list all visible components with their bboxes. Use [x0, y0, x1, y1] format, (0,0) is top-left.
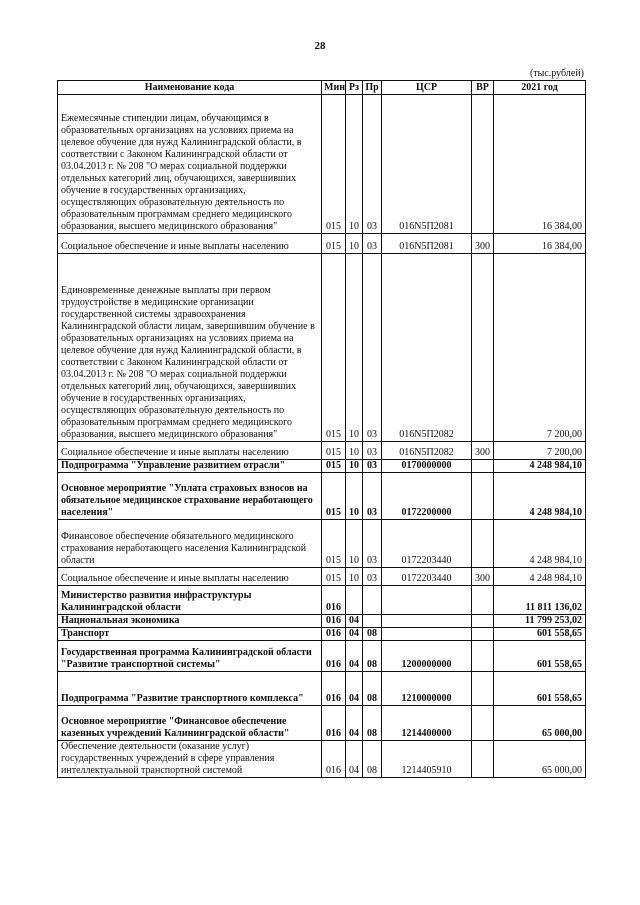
row-amount: 11 799 253,02 [494, 615, 586, 628]
row-rz: 04 [346, 628, 363, 641]
row-name: Основное мероприятие "Уплата страховых взносов на обязательное медицинское страхование неработающего населения" [58, 473, 322, 520]
row-pr: 08 [363, 706, 382, 741]
row-min: 016 [322, 641, 346, 672]
table-row [58, 628, 586, 641]
row-amount: 16 384,00 [494, 234, 586, 254]
row-vr [472, 615, 494, 628]
column-header: Наименование кода [58, 81, 322, 95]
row-rz: 10 [346, 95, 363, 234]
column-header: Пр [363, 81, 382, 95]
row-min: 016 [322, 628, 346, 641]
table-row [58, 442, 586, 460]
row-pr: 08 [363, 641, 382, 672]
row-amount: 4 248 984,10 [494, 473, 586, 520]
row-name: Социальное обеспечение и иные выплаты населению [58, 234, 322, 254]
row-pr: 08 [363, 741, 382, 778]
row-vr: 300 [472, 234, 494, 254]
row-rz: 10 [346, 520, 363, 568]
row-rz: 04 [346, 706, 363, 741]
row-min: 015 [322, 254, 346, 442]
row-csr: 0170000000 [382, 460, 472, 473]
row-vr [472, 586, 494, 615]
row-vr [472, 706, 494, 741]
row-amount: 601 558,65 [494, 641, 586, 672]
row-rz: 10 [346, 460, 363, 473]
row-pr: 03 [363, 460, 382, 473]
row-csr: 016N5П2082 [382, 442, 472, 460]
row-rz: 04 [346, 741, 363, 778]
row-pr: 03 [363, 442, 382, 460]
row-name: Социальное обеспечение и иные выплаты населению [58, 568, 322, 586]
column-header: Мин [322, 81, 346, 95]
column-header: Рз [346, 81, 363, 95]
table-row [58, 641, 586, 672]
row-vr [472, 254, 494, 442]
table-row [58, 460, 586, 473]
row-vr [472, 641, 494, 672]
row-vr [472, 628, 494, 641]
row-min: 015 [322, 95, 346, 234]
row-amount: 16 384,00 [494, 95, 586, 234]
row-amount: 11 811 136,02 [494, 586, 586, 615]
row-csr: 016N5П2082 [382, 254, 472, 442]
table-row [58, 95, 586, 234]
row-csr: 1214405910 [382, 741, 472, 778]
budget-table [57, 80, 586, 778]
row-min: 015 [322, 234, 346, 254]
row-csr [382, 615, 472, 628]
row-min: 015 [322, 473, 346, 520]
row-amount: 4 248 984,10 [494, 520, 586, 568]
row-min: 016 [322, 741, 346, 778]
row-min: 016 [322, 615, 346, 628]
row-min: 015 [322, 460, 346, 473]
row-amount: 65 000,00 [494, 706, 586, 741]
row-name: Единовременные денежные выплаты при первом трудоустройстве в медицинские организации государственной системы здравоохранения Калининградской области лицам, завершившим обучение в образовательных организациях на условиях приема на целевое обучение для нужд Калининградской области, в соответствии с Законом Калининградской области от 03.04.2013 г. № 208 "О мерах социальной поддержки отдельных категорий лиц, обучающихся, завершивших обучение в государственных организациях, осуществляющих образовательную деятельность по образовательным программам среднего медицинского образования, высшего медицинского образования" [58, 254, 322, 442]
row-min: 015 [322, 442, 346, 460]
row-name: Подпрограмма "Развитие транспортного комплекса" [58, 672, 322, 706]
table-row [58, 706, 586, 741]
column-header: 2021 год [494, 81, 586, 95]
row-csr: 1210000000 [382, 672, 472, 706]
row-rz: 10 [346, 442, 363, 460]
row-min: 016 [322, 672, 346, 706]
row-pr: 03 [363, 95, 382, 234]
row-pr: 08 [363, 672, 382, 706]
row-csr: 0172203440 [382, 520, 472, 568]
row-csr: 0172203440 [382, 568, 472, 586]
row-name: Обеспечение деятельности (оказание услуг) государственных учреждений в сфере управления интеллектуальной транспортной системой [58, 741, 322, 778]
row-csr: 1214400000 [382, 706, 472, 741]
row-csr [382, 628, 472, 641]
row-csr: 0172200000 [382, 473, 472, 520]
row-pr [363, 586, 382, 615]
table-row [58, 672, 586, 706]
row-name: Основное мероприятие "Финансовое обеспечение казенных учреждений Калининградской области" [58, 706, 322, 741]
row-pr: 03 [363, 234, 382, 254]
row-name: Национальная экономика [58, 615, 322, 628]
table-row [58, 615, 586, 628]
row-amount: 7 200,00 [494, 254, 586, 442]
row-amount: 4 248 984,10 [494, 460, 586, 473]
units-label: (тыс.рублей) [529, 68, 584, 79]
row-csr: 016N5П2081 [382, 234, 472, 254]
table-row [58, 741, 586, 778]
row-pr: 03 [363, 473, 382, 520]
row-vr [472, 520, 494, 568]
row-rz [346, 586, 363, 615]
row-min: 015 [322, 568, 346, 586]
page-number: 28 [314, 40, 326, 52]
row-vr [472, 95, 494, 234]
table-row [58, 586, 586, 615]
row-rz: 10 [346, 473, 363, 520]
row-amount: 65 000,00 [494, 741, 586, 778]
column-header: ВР [472, 81, 494, 95]
row-name: Транспорт [58, 628, 322, 641]
row-pr [363, 615, 382, 628]
row-name: Министерство развития инфраструктуры Калининградской области [58, 586, 322, 615]
column-header: ЦСР [382, 81, 472, 95]
row-name: Социальное обеспечение и иные выплаты населению [58, 442, 322, 460]
row-vr: 300 [472, 568, 494, 586]
row-vr: 300 [472, 442, 494, 460]
row-rz: 04 [346, 641, 363, 672]
row-vr [472, 460, 494, 473]
row-csr: 1200000000 [382, 641, 472, 672]
row-csr [382, 586, 472, 615]
table-row [58, 520, 586, 568]
row-pr: 03 [363, 254, 382, 442]
row-name: Государственная программа Калининградской области "Развитие транспортной системы" [58, 641, 322, 672]
table-row [58, 473, 586, 520]
row-vr [472, 741, 494, 778]
row-min: 015 [322, 520, 346, 568]
row-amount: 7 200,00 [494, 442, 586, 460]
row-rz: 10 [346, 234, 363, 254]
row-amount: 4 248 984,10 [494, 568, 586, 586]
table-header-row [58, 81, 586, 95]
row-amount: 601 558,65 [494, 628, 586, 641]
row-min: 016 [322, 586, 346, 615]
row-min: 016 [322, 706, 346, 741]
row-csr: 016N5П2081 [382, 95, 472, 234]
table-body [58, 95, 586, 778]
row-name: Финансовое обеспечение обязательного медицинского страхования неработающего населения Калининградской области [58, 520, 322, 568]
row-amount: 601 558,65 [494, 672, 586, 706]
table-row [58, 234, 586, 254]
row-rz: 04 [346, 672, 363, 706]
row-pr: 03 [363, 520, 382, 568]
row-pr: 08 [363, 628, 382, 641]
table-row [58, 568, 586, 586]
row-vr [472, 473, 494, 520]
row-pr: 03 [363, 568, 382, 586]
table-row [58, 254, 586, 442]
row-name: Подпрограмма "Управление развитием отрасли" [58, 460, 322, 473]
row-rz: 10 [346, 568, 363, 586]
row-vr [472, 672, 494, 706]
row-name: Ежемесячные стипендии лицам, обучающимся в образовательных организациях на условиях приема на целевое обучение для нужд Калининградской области, в соответствии с Законом Калининградской области от 03.04.2013 г. № 208 "О мерах социальной поддержки отдельных категорий лиц, обучающихся, завершивших обучение в государственных организациях, осуществляющих образовательную деятельность по образовательным программам среднего медицинского образования, высшего медицинского образования" [58, 95, 322, 234]
row-rz: 04 [346, 615, 363, 628]
row-rz: 10 [346, 254, 363, 442]
